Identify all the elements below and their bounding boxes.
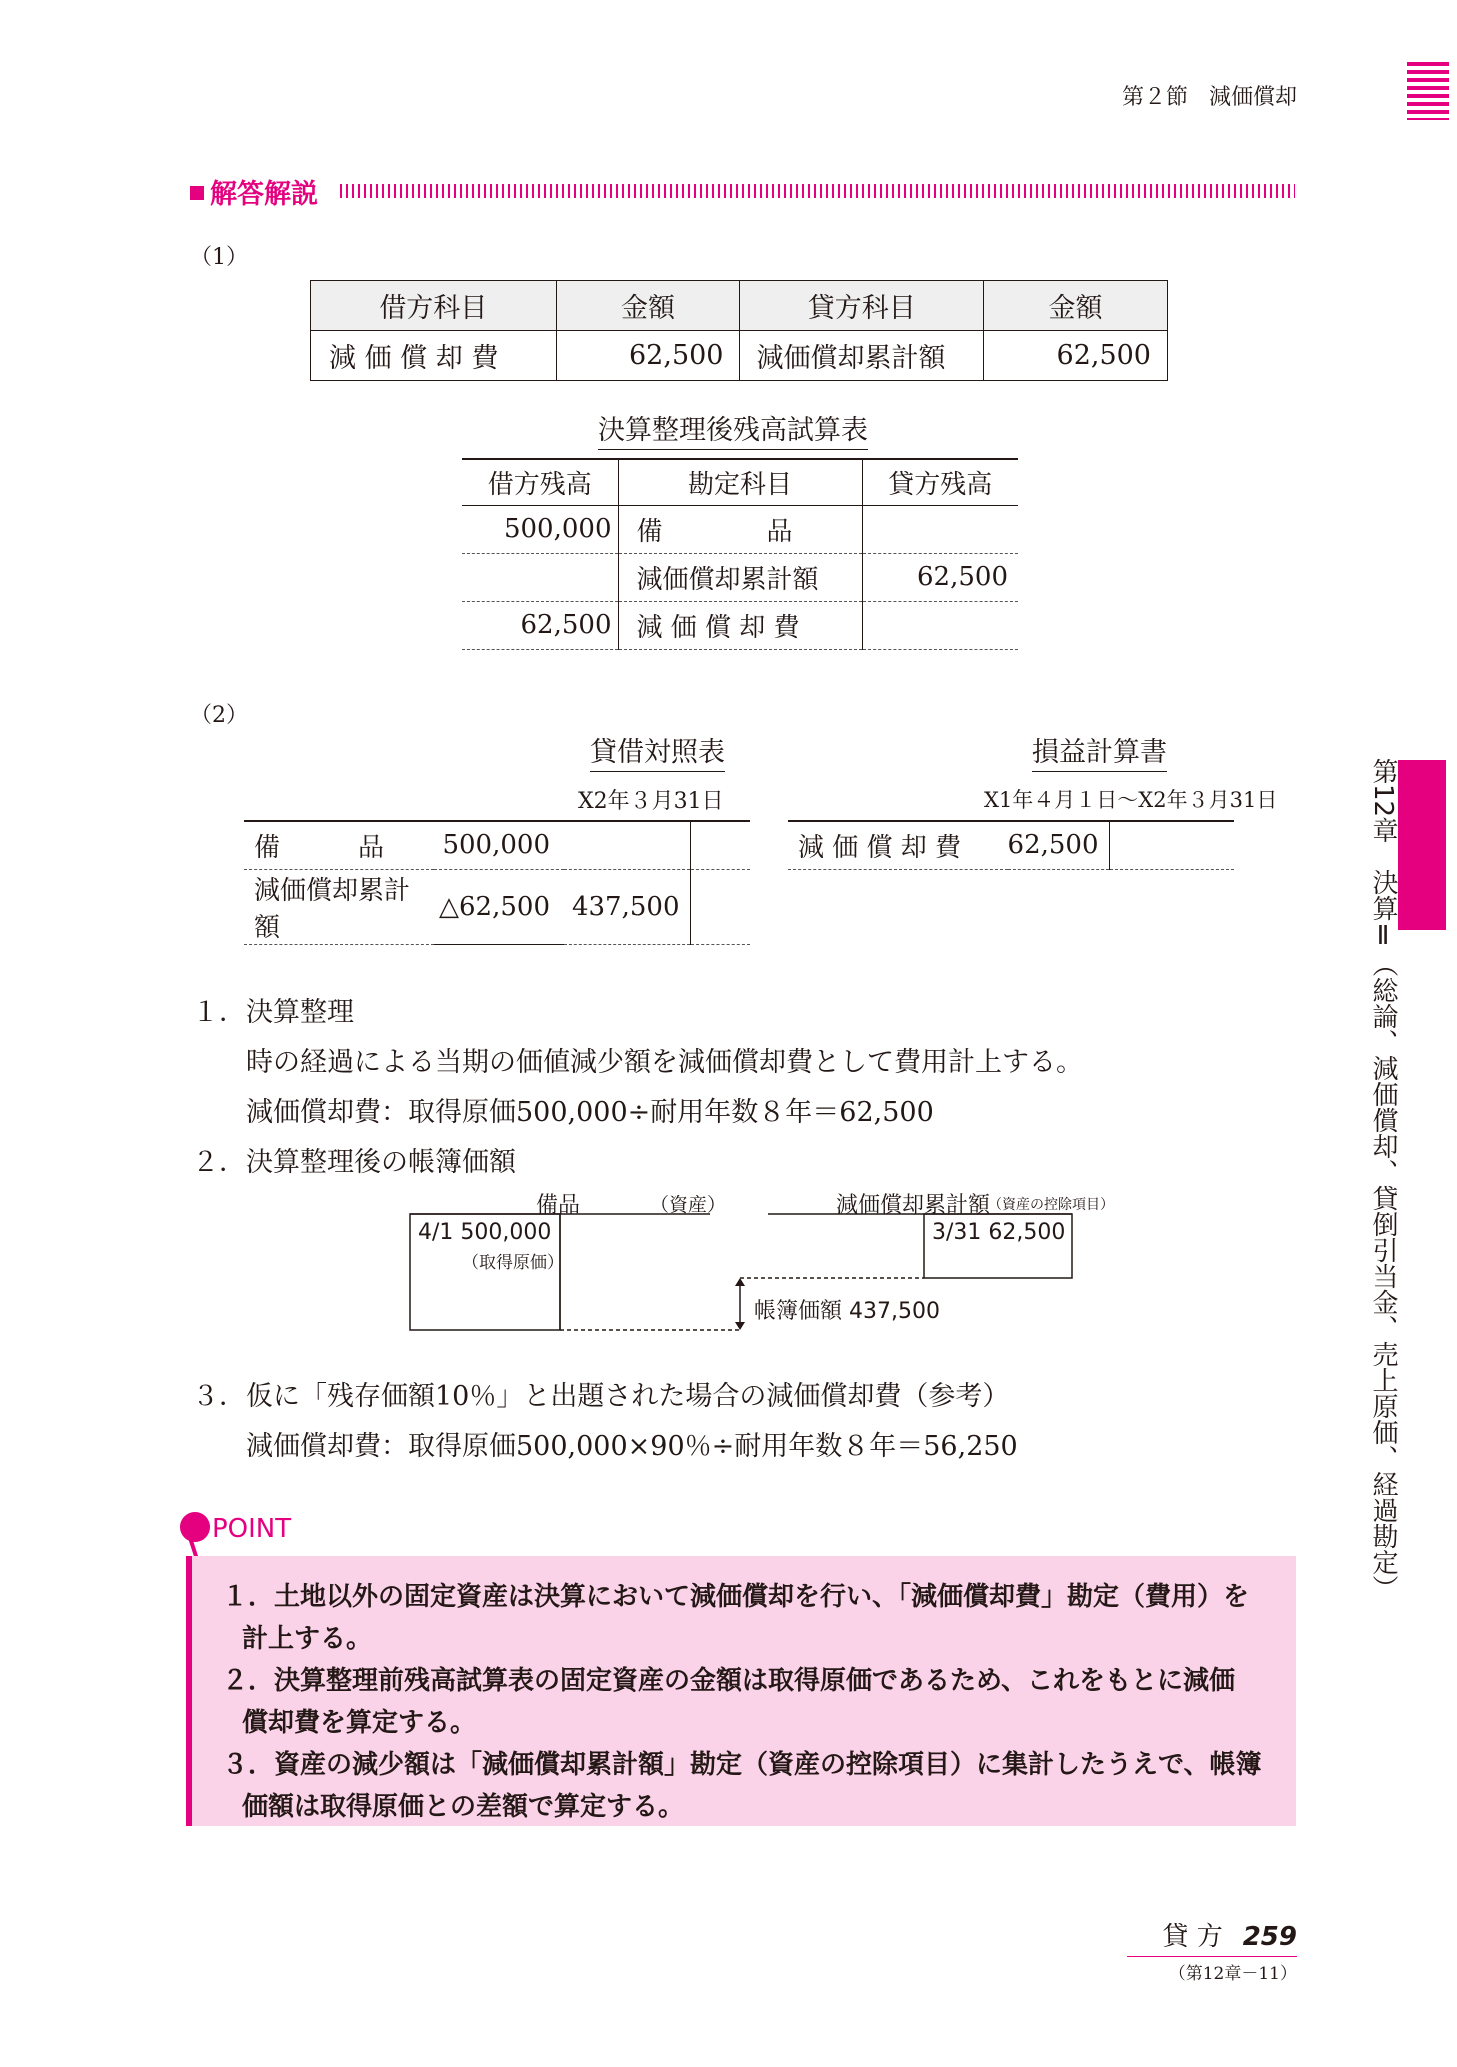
footer-chapter-ref: （第12章－11） (1127, 1956, 1297, 1984)
footer (1162, 1916, 1297, 1953)
explanation-1-title: １．決算整理 (192, 997, 354, 1028)
income-statement-table (788, 820, 1234, 870)
accumulated-depreciation-type: （資産の控除項目） (988, 1197, 1114, 1213)
explanation-2-title: ２．決算整理後の帳簿価額 (192, 1147, 516, 1178)
journal-header: 借方科目 (311, 281, 557, 331)
tb-debit: 500,000 (462, 505, 618, 553)
bs-net: 437,500 (564, 869, 690, 944)
explanation-3-title: ３．仮に「残存価額10％」と出題された場合の減価償却費（参考） (192, 1381, 1010, 1412)
equipment-account-type: （資産） (650, 1194, 727, 1216)
journal-row (311, 331, 1168, 381)
journal-header: 貸方科目 (740, 281, 984, 331)
equipment-account-title: 備品 (536, 1193, 581, 1218)
point-item-1-line2: 計上する。 (242, 1624, 373, 1654)
question-2-label: （2） (190, 703, 248, 728)
bs-amount: △62,500 (434, 869, 564, 944)
balance-sheet-title: 貸借対照表 (590, 730, 725, 772)
tb-header: 借方残高 (462, 459, 618, 505)
chapter-tab (1398, 760, 1446, 930)
pl-amount: 62,500 (1008, 821, 1109, 869)
explanation-1-line1: 時の経過による当期の価値減少額を減価償却費として費用計上する。 (246, 1047, 1083, 1078)
income-statement-period: X1年４月１日～X2年３月31日 (984, 788, 1278, 812)
journal-header: 金額 (556, 281, 740, 331)
tb-debit (462, 553, 618, 601)
trial-balance-header-row (462, 459, 1018, 505)
point-item-2-line1: ２．決算整理前残高試算表の固定資産の金額は取得原価であるため、これをもとに減価 (222, 1666, 1235, 1696)
tb-account: 減 価 償 却 費 (618, 601, 862, 649)
table-row (462, 505, 1018, 553)
point-item-3-line1: ３．資産の減少額は「減価償却累計額」勘定（資産の控除項目）に集計したうえで、帳簿 (222, 1750, 1262, 1780)
question-1-label: （1） (190, 245, 248, 270)
table-row (462, 553, 1018, 601)
table-row (244, 869, 750, 944)
section-rule (340, 184, 1295, 198)
table-row (462, 601, 1018, 649)
debit-amount: 62,500 (556, 331, 740, 381)
equipment-entry: 4/1 500,000 (418, 1220, 552, 1245)
square-bullet-icon (190, 186, 204, 200)
trial-balance-title: 決算整理後残高試算表 (598, 408, 868, 450)
footer-label: 貸 方 (1162, 1922, 1223, 1952)
section-heading-text: 解答解説 (210, 179, 318, 210)
header-title: 減価償却 (1208, 85, 1297, 110)
pl-account: 減 価 償 却 費 (788, 821, 1008, 869)
journal-header-row (311, 281, 1168, 331)
bs-account: 備 品 (244, 821, 434, 869)
trial-balance-table (462, 458, 1018, 650)
table-row (244, 821, 750, 869)
income-statement-title: 損益計算書 (1032, 730, 1167, 772)
explanation-3-line1: 減価償却費：取得原価500,000×90％÷耐用年数８年＝56,250 (246, 1431, 1018, 1462)
tb-header: 勘定科目 (618, 459, 862, 505)
tb-account: 減価償却累計額 (618, 553, 862, 601)
table-row (788, 821, 1234, 869)
running-header (1122, 80, 1297, 111)
journal-table (310, 280, 1168, 381)
accumulated-depreciation-entry: 3/31 62,500 (932, 1220, 1066, 1245)
tb-credit (862, 601, 1018, 649)
page-number: 259 (1242, 1922, 1297, 1952)
book-value-label: 帳簿価額 437,500 (754, 1299, 940, 1324)
tb-debit: 62,500 (462, 601, 618, 649)
tb-credit: 62,500 (862, 553, 1018, 601)
bs-amount: 500,000 (434, 821, 564, 869)
balance-sheet-table (244, 820, 750, 945)
accumulated-depreciation-title: 減価償却累計額 (836, 1193, 991, 1218)
journal-header: 金額 (984, 281, 1168, 331)
credit-amount: 62,500 (984, 331, 1168, 381)
explanation-1-line2: 減価償却費：取得原価500,000÷耐用年数８年＝62,500 (246, 1097, 934, 1128)
tb-header: 貸方残高 (862, 459, 1018, 505)
balance-sheet-date: X2年３月31日 (578, 789, 724, 814)
pin-icon (180, 1512, 210, 1542)
corner-stripes (1407, 62, 1449, 120)
point-item-3-line2: 価額は取得原価との差額で算定する。 (242, 1792, 685, 1822)
credit-account: 減価償却累計額 (740, 331, 984, 381)
point-label: POINT (212, 1514, 292, 1544)
chapter-tab-text: 第12章 決算Ⅱ（総論、減価償却、貸倒引当金、売上原価、経過勘定） (1368, 758, 1398, 1602)
bs-account: 減価償却累計額 (244, 869, 434, 944)
debit-account: 減 価 償 却 費 (311, 331, 557, 381)
point-item-1-line1: １．土地以外の固定資産は決算において減価償却を行い、「減価償却費」勘定（費用）を (222, 1582, 1250, 1612)
equipment-note: （取得原価） (462, 1253, 564, 1273)
bs-net (564, 821, 690, 869)
tb-credit (862, 505, 1018, 553)
section-heading (190, 172, 318, 211)
point-item-2-line2: 償却費を算定する。 (242, 1708, 477, 1738)
header-section: 第２節 (1121, 85, 1188, 110)
tb-account: 備 品 (618, 505, 862, 553)
